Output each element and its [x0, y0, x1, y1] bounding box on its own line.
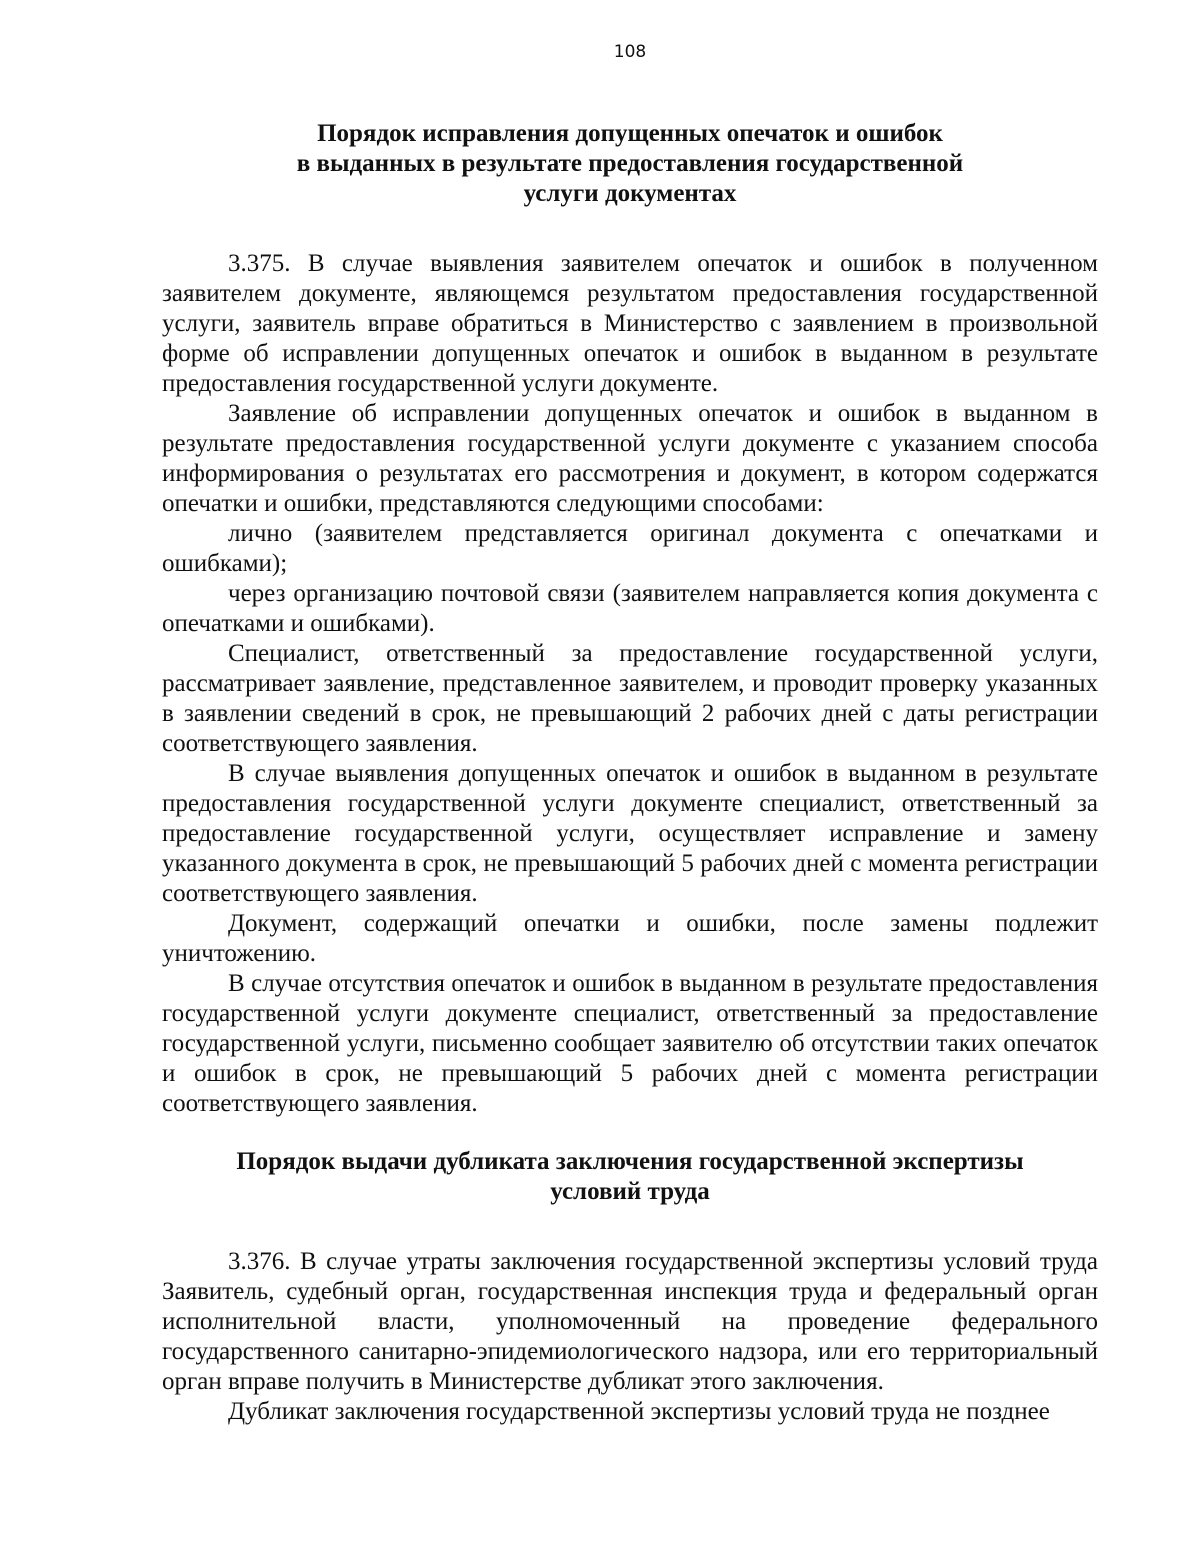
paragraph-destruction: Документ, содержащий опечатки и ошибки, после замены подлежит уничтожению.: [162, 910, 1098, 967]
heading-line: условий труда: [550, 1178, 710, 1205]
paragraph-application-submission: Заявление об исправлении допущенных опечаток и ошибок в выданном в результате предоставления государственной услуги документе с указанием способа информирования о результатах его рассмотрения и документ, в котором содержатся опечатки и ошибки, представляются следующими способами:: [162, 400, 1098, 517]
heading-line: услуги документах: [523, 180, 737, 207]
paragraph-no-errors: В случае отсутствия опечаток и ошибок в выданном в результате предоставления государственной услуги документе специалист, ответственный за предоставление государственной услуги, письменно сообщает заявителю об отсутствии таких опечаток и ошибок в срок, не превышающий 5 рабочих дней с момента регистрации соответствующего заявления.: [162, 970, 1098, 1117]
paragraph-3-376: 3.376. В случае утраты заключения государственной экспертизы условий труда Заявитель, судебный орган, государственная инспекция труда и федеральный орган исполнительной власти, уполномоченный на проведение федерального государственного санитарно-эпидемиологического надзора, или его территориальный орган вправе получить в Министерстве дубликат этого заключения.: [162, 1248, 1098, 1395]
paragraph-correction-term: В случае выявления допущенных опечаток и ошибок в выданном в результате предоставления государственной услуги документе специалист, ответственный за предоставление государственной услуги, осуществляет исправление и замену указанного документа в срок, не превышающий 5 рабочих дней с момента регистрации соответствующего заявления.: [162, 760, 1098, 907]
heading-line: Порядок исправления допущенных опечаток и ошибок: [317, 120, 943, 147]
paragraph-by-post: через организацию почтовой связи (заявителем направляется копия документа с опечатками и ошибками).: [162, 580, 1098, 637]
page-number: 108: [613, 42, 647, 62]
heading-line: в выданных в результате предоставления государственной: [296, 150, 964, 177]
paragraph-review-term: Специалист, ответственный за предоставление государственной услуги, рассматривает заявление, представленное заявителем, и проводит проверку указанных в заявлении сведений в срок, не превышающий 2 рабочих дней с даты регистрации соответствующего заявления.: [162, 640, 1098, 757]
section-heading-duplicate-issue: [162, 1147, 1098, 1207]
spacer: [162, 209, 1098, 249]
heading-line: Порядок выдачи дубликата заключения государственной экспертизы: [236, 1148, 1024, 1175]
spacer: [162, 1119, 1098, 1147]
paragraph-duplicate-term: Дубликат заключения государственной экспертизы условий труда не позднее: [228, 1398, 1050, 1425]
paragraph-in-person: лично (заявителем представляется оригинал документа с опечатками и ошибками);: [162, 520, 1098, 577]
document-body: [162, 119, 1098, 1427]
spacer: [162, 1207, 1098, 1247]
section-heading-typo-correction: [162, 119, 1098, 209]
paragraph-3-375: 3.375. В случае выявления заявителем опечаток и ошибок в полученном заявителем документе, являющемся результатом предоставления государственной услуги, заявитель вправе обратиться в Министерство с заявлением в произвольной форме об исправлении допущенных опечаток и ошибок в выданном в результате предоставления государственной услуги документе.: [162, 250, 1098, 397]
